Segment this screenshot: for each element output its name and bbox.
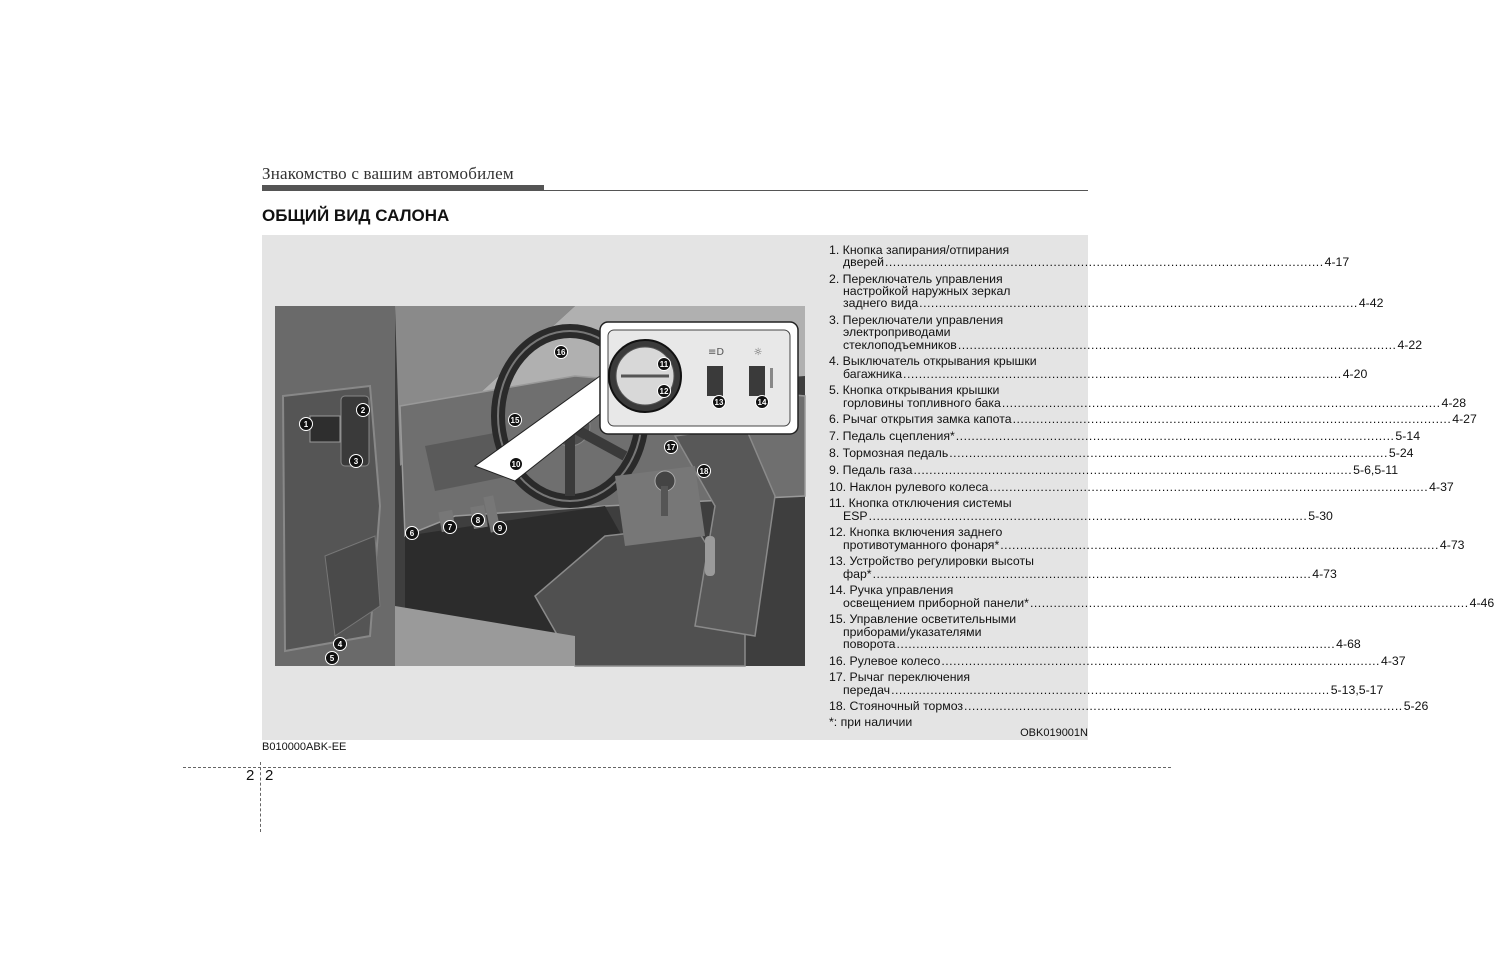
item-text-line: 5. Кнопка открывания крышки bbox=[829, 383, 1000, 398]
svg-text:16: 16 bbox=[556, 348, 566, 357]
list-item bbox=[829, 525, 1465, 552]
callout-11 bbox=[658, 358, 671, 371]
svg-text:11: 11 bbox=[659, 360, 669, 369]
item-label: 9. Педаль газа bbox=[829, 462, 913, 477]
callout-13 bbox=[713, 396, 726, 409]
page-reference: 4-68 bbox=[1336, 636, 1361, 651]
svg-text:3: 3 bbox=[353, 457, 359, 466]
list-item bbox=[829, 479, 1454, 494]
document-code: B010000ABK-EE bbox=[262, 741, 347, 753]
item-leader-row bbox=[829, 462, 1399, 477]
svg-text:10: 10 bbox=[511, 460, 521, 469]
item-text-line: 2. Переключатель управления bbox=[829, 272, 1003, 286]
dot-leader bbox=[941, 654, 1380, 668]
dot-leader bbox=[903, 367, 1342, 381]
callout-2 bbox=[357, 404, 370, 417]
dot-leader bbox=[869, 509, 1308, 523]
item-label: багажника bbox=[843, 366, 903, 381]
item-leader-row bbox=[829, 395, 1467, 410]
svg-text:≡D: ≡D bbox=[707, 347, 725, 358]
page-reference: 4-22 bbox=[1397, 337, 1423, 352]
list-item bbox=[829, 612, 1361, 651]
page-reference: 4-28 bbox=[1441, 395, 1467, 410]
page-reference: 5-6,5-11 bbox=[1353, 462, 1399, 477]
svg-text:☼: ☼ bbox=[753, 347, 763, 358]
callout-3 bbox=[350, 455, 363, 468]
dot-leader bbox=[913, 463, 1352, 477]
dot-leader bbox=[885, 255, 1324, 269]
page-reference: 5-13,5-17 bbox=[1330, 682, 1384, 697]
callout-7 bbox=[444, 521, 457, 534]
dot-leader bbox=[956, 429, 1395, 443]
dot-leader bbox=[1030, 596, 1469, 610]
component-list bbox=[829, 243, 1494, 717]
callout-4 bbox=[334, 638, 347, 651]
list-item bbox=[829, 699, 1429, 714]
list-item bbox=[829, 653, 1406, 668]
item-label: 10. Наклон рулевого колеса bbox=[829, 479, 989, 494]
item-label: противотуманного фонаря* bbox=[843, 537, 1000, 552]
item-label: освещением приборной панели* bbox=[843, 595, 1029, 610]
callout-12 bbox=[658, 385, 671, 398]
item-label: горловины топливного бака bbox=[843, 395, 1001, 410]
page-reference: 5-26 bbox=[1403, 699, 1429, 714]
item-leader-row bbox=[829, 595, 1494, 610]
item-label: ESP bbox=[843, 508, 868, 523]
svg-text:1: 1 bbox=[303, 420, 309, 429]
item-text-line: 17. Рычаг переключения bbox=[829, 670, 971, 685]
page-number: 2 bbox=[265, 767, 274, 784]
callout-14 bbox=[756, 396, 769, 409]
page-reference: 4-46 bbox=[1469, 595, 1494, 610]
item-leader-row bbox=[829, 653, 1406, 668]
callout-5 bbox=[326, 652, 339, 665]
svg-text:4: 4 bbox=[337, 640, 343, 649]
callout-16 bbox=[555, 346, 568, 359]
list-item bbox=[829, 670, 1384, 697]
page-reference: 5-14 bbox=[1395, 429, 1421, 444]
callout-8 bbox=[472, 514, 485, 527]
list-item bbox=[829, 429, 1421, 444]
item-text-line: электроприводами bbox=[843, 325, 951, 340]
callout-1 bbox=[300, 418, 313, 431]
item-leader-row bbox=[829, 412, 1477, 427]
page-reference: 5-24 bbox=[1388, 446, 1414, 460]
page-reference: 4-37 bbox=[1429, 479, 1454, 494]
list-item bbox=[829, 272, 1384, 311]
page-reference: 5-30 bbox=[1308, 508, 1333, 523]
dot-leader bbox=[1000, 538, 1439, 552]
item-label: стеклоподъемников bbox=[843, 337, 957, 352]
callout-6 bbox=[406, 527, 419, 540]
page-divider-vertical bbox=[260, 762, 261, 832]
item-label: 16. Рулевое колесо bbox=[829, 653, 941, 668]
dot-leader bbox=[1002, 396, 1441, 410]
item-text-line: 14. Ручка управления bbox=[829, 583, 954, 598]
list-item bbox=[829, 243, 1350, 270]
item-leader-row bbox=[829, 636, 1361, 651]
item-label: 7. Педаль сцепления* bbox=[829, 429, 955, 444]
item-text-line: 4. Выключатель открывания крышки bbox=[829, 354, 1037, 369]
dot-leader bbox=[990, 480, 1429, 494]
item-leader-row bbox=[829, 537, 1465, 552]
svg-text:6: 6 bbox=[409, 529, 415, 538]
list-item bbox=[829, 446, 1414, 460]
item-label: 6. Рычаг открытия замка капота bbox=[829, 412, 1012, 427]
item-leader-row bbox=[829, 508, 1333, 523]
footnote: *: при наличии bbox=[829, 715, 913, 729]
item-label: дверей bbox=[843, 255, 884, 270]
item-leader-row bbox=[829, 366, 1368, 381]
list-item bbox=[829, 496, 1333, 523]
callout-10 bbox=[510, 458, 523, 471]
item-label: фар* bbox=[843, 566, 872, 581]
page-reference: 4-73 bbox=[1312, 566, 1337, 581]
item-label: поворота bbox=[843, 636, 896, 651]
callout-markers bbox=[275, 306, 805, 666]
header-rule bbox=[262, 190, 1088, 191]
callout-9 bbox=[494, 522, 507, 535]
callout-17 bbox=[665, 441, 678, 454]
item-text-line: 12. Кнопка включения заднего bbox=[829, 525, 1003, 540]
item-text-line: 1. Кнопка запирания/отпирания bbox=[829, 243, 1010, 257]
item-label: 8. Тормозная педаль bbox=[829, 446, 949, 460]
item-text-line: 11. Кнопка отключения системы bbox=[829, 496, 1012, 511]
item-leader-row bbox=[829, 699, 1429, 714]
svg-text:9: 9 bbox=[497, 524, 503, 533]
page-reference: 4-17 bbox=[1324, 255, 1350, 270]
item-label: заднего вида bbox=[843, 296, 919, 311]
item-text-line: 3. Переключатели управления bbox=[829, 313, 1004, 328]
dot-leader bbox=[958, 338, 1397, 352]
svg-text:17: 17 bbox=[666, 443, 676, 452]
list-item bbox=[829, 313, 1423, 352]
list-item bbox=[829, 354, 1368, 381]
svg-text:12: 12 bbox=[659, 387, 669, 396]
callout-15 bbox=[509, 414, 522, 427]
item-leader-row bbox=[829, 255, 1350, 270]
item-text-line: 15. Управление осветительными bbox=[829, 612, 1017, 627]
item-label: передач bbox=[843, 682, 891, 697]
svg-text:7: 7 bbox=[447, 523, 453, 532]
page-reference: 4-37 bbox=[1380, 653, 1406, 668]
page-reference: 4-42 bbox=[1358, 296, 1384, 311]
item-leader-row bbox=[829, 337, 1423, 352]
dot-leader bbox=[1013, 412, 1452, 426]
svg-text:13: 13 bbox=[714, 398, 724, 407]
page-reference: 4-73 bbox=[1439, 537, 1465, 552]
list-item bbox=[829, 412, 1477, 427]
item-text-line: 13. Устройство регулировки высоты bbox=[829, 554, 1034, 569]
list-item bbox=[829, 462, 1399, 477]
callout-18 bbox=[698, 465, 711, 478]
item-leader-row bbox=[829, 566, 1337, 581]
page-heading: ОБЩИЙ ВИД САЛОНА bbox=[262, 206, 450, 225]
item-leader-row bbox=[829, 446, 1414, 460]
list-item bbox=[829, 383, 1467, 410]
page-reference: 4-20 bbox=[1342, 366, 1368, 381]
page-divider bbox=[183, 767, 1171, 768]
svg-text:5: 5 bbox=[329, 654, 335, 663]
svg-text:2: 2 bbox=[360, 406, 366, 415]
dot-leader bbox=[949, 446, 1388, 460]
svg-text:8: 8 bbox=[475, 516, 481, 525]
list-item bbox=[829, 554, 1337, 581]
item-label: 18. Стояночный тормоз bbox=[829, 699, 964, 714]
section-title: Знакомство с вашим автомобилем bbox=[262, 164, 514, 183]
dot-leader bbox=[891, 683, 1330, 697]
item-leader-row bbox=[829, 682, 1384, 697]
dot-leader bbox=[873, 567, 1312, 581]
image-code: OBK019001N bbox=[1020, 727, 1088, 739]
item-leader-row bbox=[829, 429, 1421, 444]
page-reference: 4-27 bbox=[1452, 412, 1477, 427]
item-text-line: приборами/указателями bbox=[843, 624, 982, 639]
chapter-number: 2 bbox=[246, 767, 255, 784]
item-leader-row bbox=[829, 296, 1384, 311]
svg-text:14: 14 bbox=[757, 398, 767, 407]
dot-leader bbox=[964, 699, 1403, 713]
item-text-line: настройкой наружных зеркал bbox=[843, 284, 1011, 299]
svg-text:15: 15 bbox=[510, 416, 520, 425]
svg-text:18: 18 bbox=[699, 467, 709, 476]
dot-leader bbox=[919, 296, 1358, 310]
dot-leader bbox=[896, 637, 1335, 651]
item-leader-row bbox=[829, 479, 1454, 494]
list-item bbox=[829, 583, 1494, 610]
